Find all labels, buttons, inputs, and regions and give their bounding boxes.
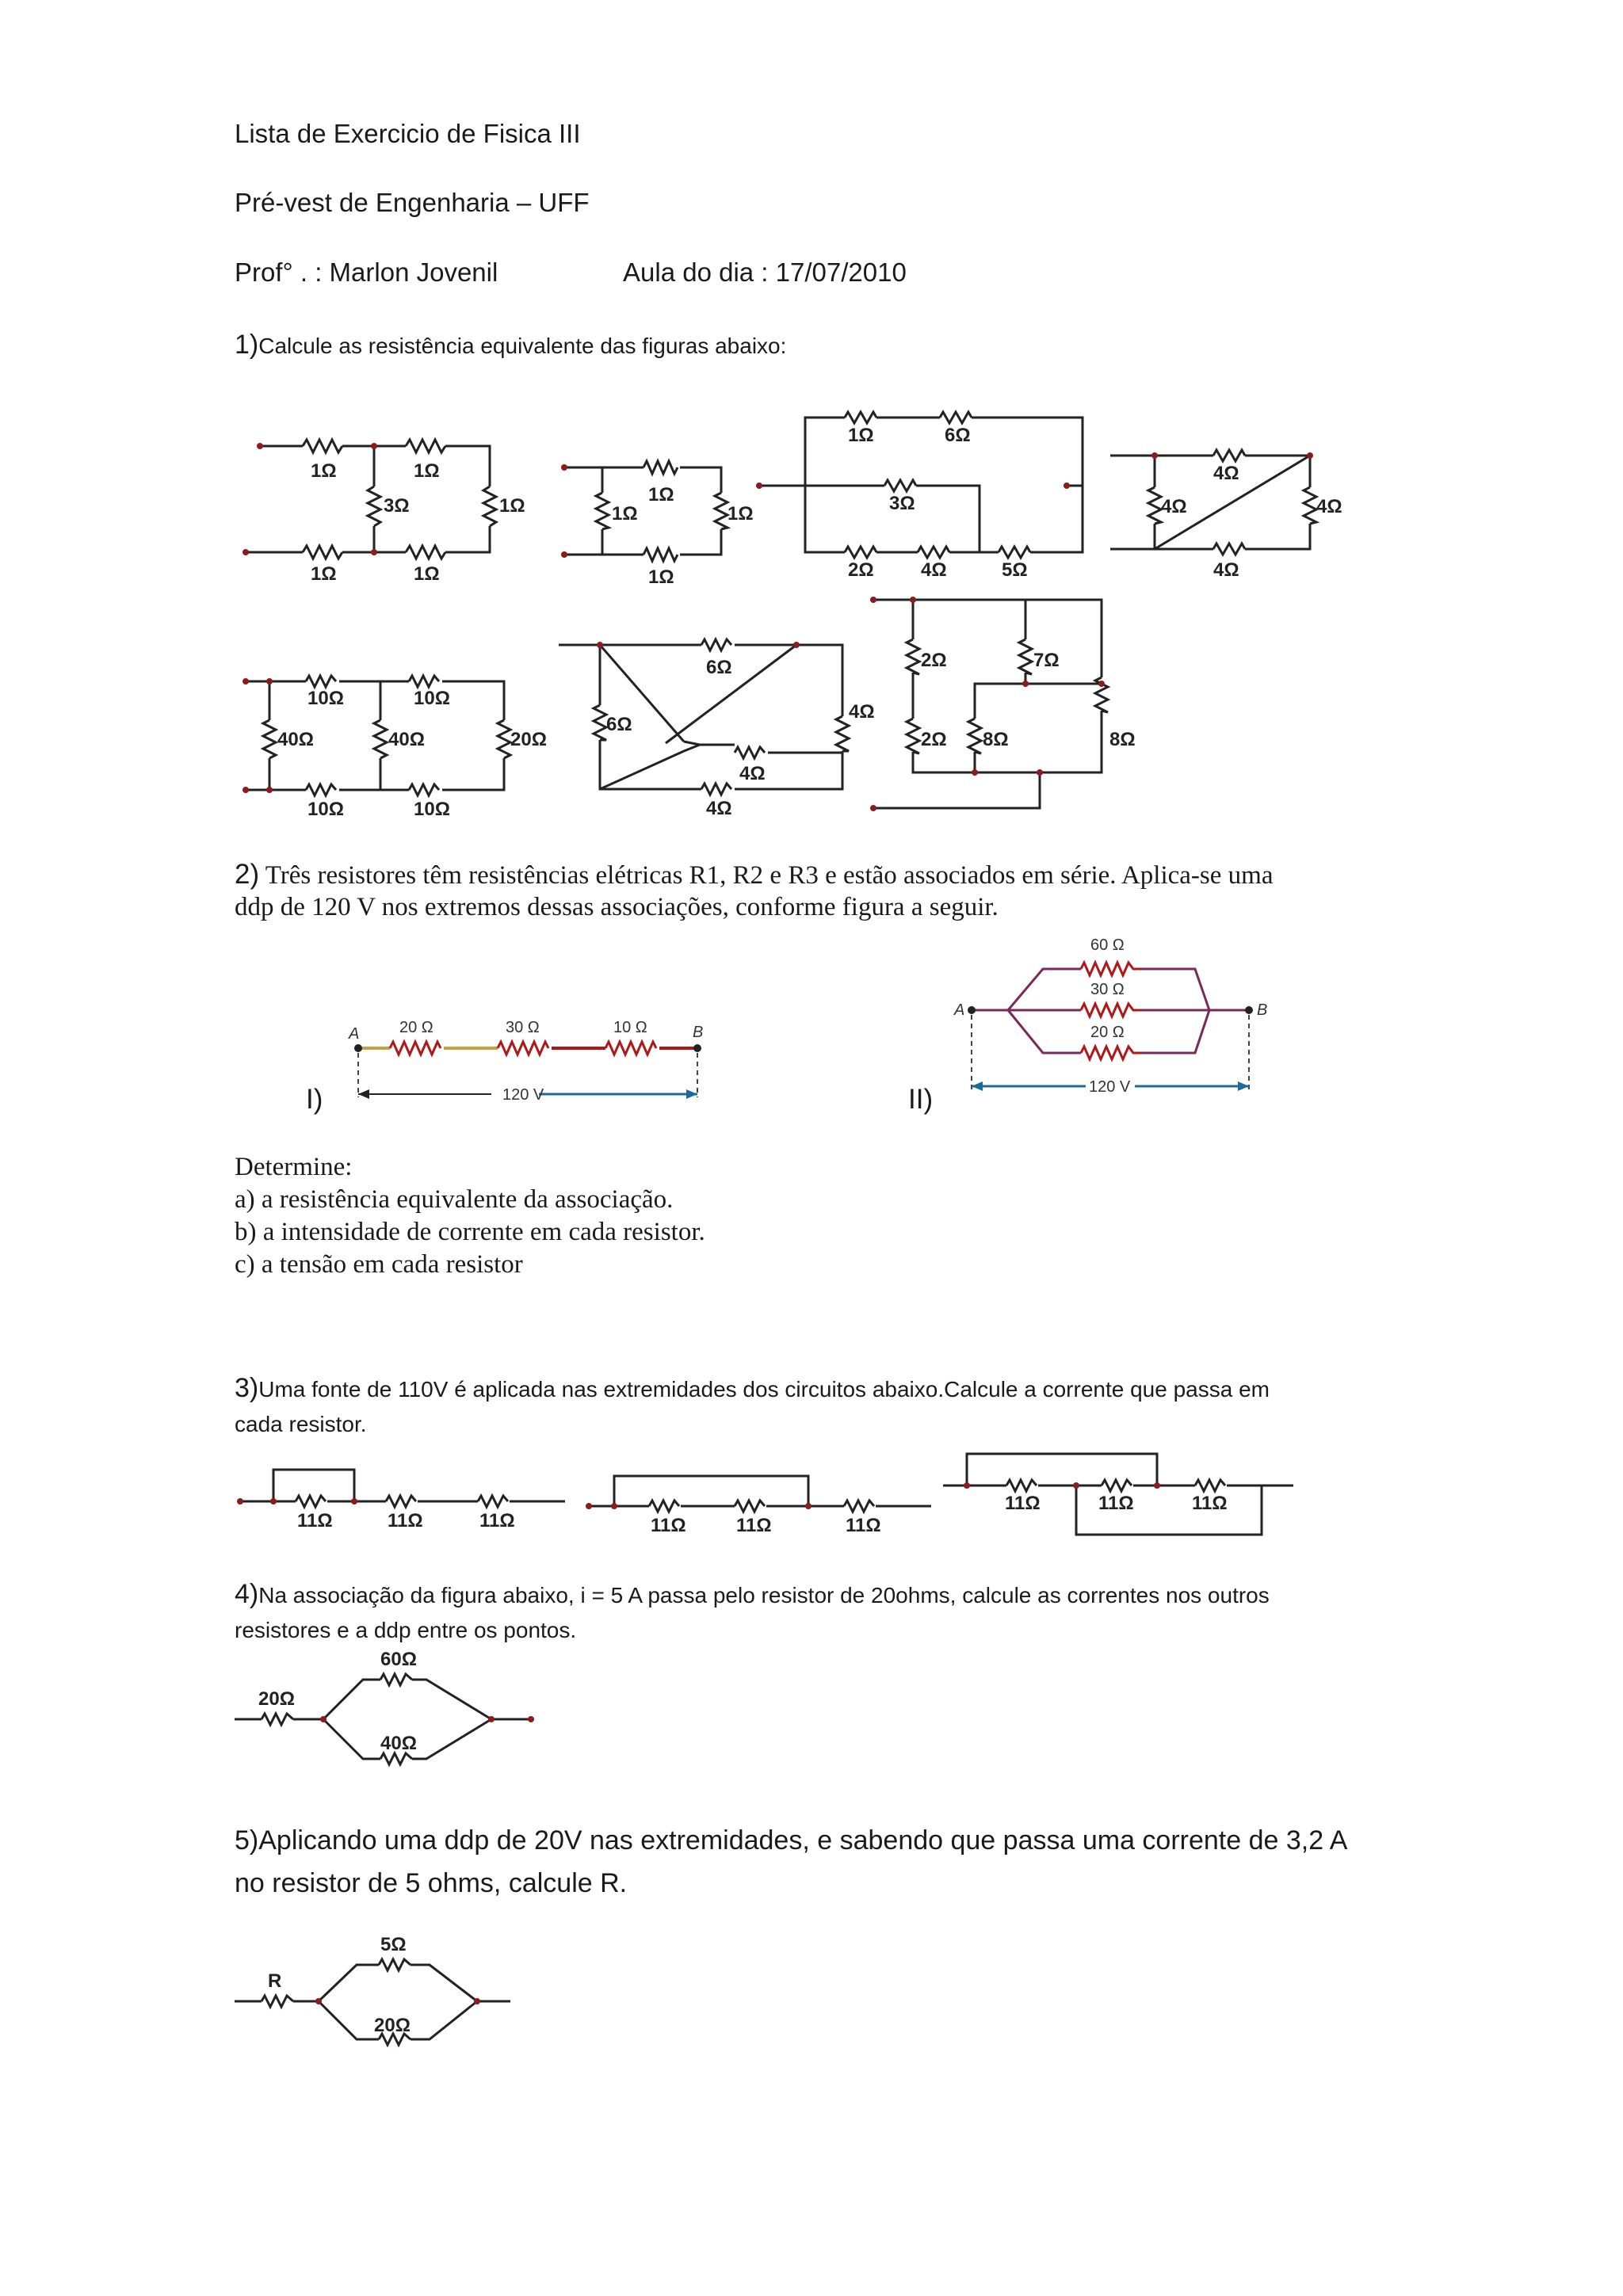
header-date: Aula do dia : 17/07/2010 bbox=[623, 257, 907, 287]
q1-text: Calcule as resistência equivalente das figuras abaixo: bbox=[258, 334, 787, 358]
f1-r3-label: 3Ω bbox=[384, 495, 410, 517]
q1-figure-1 bbox=[238, 428, 555, 586]
q1-number: 1) bbox=[235, 330, 259, 360]
q4-number: 4) bbox=[235, 1579, 259, 1609]
q4-r1-label: 20Ω bbox=[258, 1688, 295, 1710]
q2ii-node-a: A bbox=[954, 1001, 965, 1019]
f6-r1-label: 6Ω bbox=[706, 657, 732, 678]
f5-r6-label: 10Ω bbox=[307, 799, 344, 820]
q3-number: 3) bbox=[235, 1373, 259, 1403]
header-professor: Prof° . : Marlon Jovenil bbox=[235, 257, 498, 287]
q3f2-r2-label: 11Ω bbox=[736, 1515, 772, 1536]
q1-statement bbox=[235, 330, 786, 360]
q4-text-line1: Na associação da figura abaixo, i = 5 A passa pelo resistor de 20ohms, calcule as correntes nos outros bbox=[258, 1583, 1270, 1608]
q3f3-r3-label: 11Ω bbox=[1192, 1493, 1228, 1514]
f7-r2-label: 7Ω bbox=[1033, 650, 1060, 671]
header-title: Lista de Exercicio de Fisica III bbox=[235, 119, 581, 148]
q3f2-r1-label: 11Ω bbox=[651, 1515, 686, 1536]
f6-r2-label: 6Ω bbox=[606, 714, 632, 735]
f5-r2-label: 10Ω bbox=[414, 688, 450, 709]
f7-r3-label: 2Ω bbox=[921, 729, 947, 750]
f2-r2-label: 1Ω bbox=[612, 503, 638, 524]
q2i-voltage-label: 120 V bbox=[502, 1086, 544, 1104]
q3-figure-2 bbox=[582, 1462, 939, 1537]
q5-r-label: R bbox=[268, 1970, 282, 1992]
f6-r5-label: 4Ω bbox=[706, 798, 732, 819]
q2-number: 2) bbox=[235, 859, 260, 890]
q3-figure-3 bbox=[935, 1446, 1308, 1541]
q4-text-line2: resistores e a ddp entre os pontos. bbox=[235, 1618, 577, 1642]
f7-r1-label: 2Ω bbox=[921, 650, 947, 671]
q3-figure-1 bbox=[234, 1462, 575, 1533]
f3-r5-label: 4Ω bbox=[921, 559, 947, 581]
q2-determine: Determine: bbox=[235, 1153, 353, 1181]
q2-figure-i-label: I) bbox=[306, 1084, 323, 1115]
f1-r5-label: 1Ω bbox=[311, 563, 337, 585]
q2-figure-parallel bbox=[943, 931, 1284, 1097]
q2-item-a: a) a resistência equivalente da associação. bbox=[235, 1185, 674, 1214]
q5-text-line2: no resistor de 5 ohms, calcule R. bbox=[235, 1868, 628, 1898]
q3f3-r1-label: 11Ω bbox=[1005, 1493, 1041, 1514]
q2i-node-b: B bbox=[693, 1024, 704, 1041]
q1-figure-2 bbox=[555, 444, 761, 586]
q1-figure-4 bbox=[1106, 440, 1343, 590]
q5-text-line1: Aplicando uma ddp de 20V nas extremidades, e sabendo que passa uma corrente de 3,2 A bbox=[258, 1825, 1348, 1855]
f7-r5-label: 8Ω bbox=[1109, 729, 1136, 750]
q2-item-c: c) a tensão em cada resistor bbox=[235, 1250, 523, 1279]
f3-r6-label: 5Ω bbox=[1002, 559, 1028, 581]
f3-r3-label: 3Ω bbox=[889, 493, 915, 514]
q2-statement-line2: ddp de 120 V nos extremos dessas associações, conforme figura a seguir. bbox=[235, 893, 999, 921]
q2ii-voltage-label: 120 V bbox=[1089, 1078, 1131, 1096]
q3f1-r2-label: 11Ω bbox=[388, 1510, 423, 1531]
q3f1-r1-label: 11Ω bbox=[297, 1510, 333, 1531]
q3f1-r3-label: 11Ω bbox=[479, 1510, 515, 1531]
q3-text-line2: cada resistor. bbox=[235, 1412, 367, 1436]
f5-r3-label: 40Ω bbox=[277, 729, 314, 750]
q2i-r1-label: 20 Ω bbox=[399, 1019, 433, 1036]
q5-r2-label: 5Ω bbox=[380, 1934, 407, 1955]
q2-figure-ii-label: II) bbox=[908, 1084, 934, 1115]
f2-r3-label: 1Ω bbox=[727, 503, 754, 524]
q3f2-r3-label: 11Ω bbox=[846, 1515, 881, 1536]
f5-r1-label: 10Ω bbox=[307, 688, 344, 709]
q2ii-r1-label: 60 Ω bbox=[1090, 936, 1125, 954]
f3-r4-label: 2Ω bbox=[848, 559, 874, 581]
f1-r1-label: 1Ω bbox=[311, 460, 337, 482]
q2-text-line1: Três resistores têm resistências elétricas R1, R2 e R3 e estão associados em série. Aplica-se uma bbox=[259, 861, 1274, 890]
header-course: Pré-vest de Engenharia – UFF bbox=[235, 188, 590, 217]
q4-figure bbox=[230, 1648, 547, 1783]
f1-r6-label: 1Ω bbox=[414, 563, 440, 585]
q5-figure bbox=[230, 1933, 531, 2068]
f6-r3-label: 4Ω bbox=[849, 701, 875, 723]
q2ii-r3-label: 20 Ω bbox=[1090, 1024, 1125, 1041]
q1-figure-7 bbox=[864, 590, 1136, 820]
f5-r4-label: 40Ω bbox=[388, 729, 425, 750]
q1-figure-3 bbox=[753, 400, 1109, 590]
q3-text-line1: Uma fonte de 110V é aplicada nas extremidades dos circuitos abaixo.Calcule a corrente que passa em bbox=[258, 1377, 1270, 1402]
f7-r4-label: 8Ω bbox=[983, 729, 1009, 750]
f6-r4-label: 4Ω bbox=[739, 763, 766, 784]
f4-r3-label: 4Ω bbox=[1316, 496, 1342, 517]
f2-r1-label: 1Ω bbox=[648, 484, 674, 505]
q2i-node-a: A bbox=[349, 1025, 360, 1043]
q4-statement-line1 bbox=[235, 1579, 1270, 1610]
q2i-r2-label: 30 Ω bbox=[506, 1019, 540, 1036]
f4-r2-label: 4Ω bbox=[1161, 496, 1187, 517]
f1-r4-label: 1Ω bbox=[499, 495, 525, 517]
q3f3-r2-label: 11Ω bbox=[1098, 1493, 1134, 1514]
q5-number: 5) bbox=[235, 1825, 259, 1855]
q4-r2-label: 60Ω bbox=[380, 1649, 417, 1670]
f3-r1-label: 1Ω bbox=[848, 425, 874, 446]
f2-r4-label: 1Ω bbox=[648, 566, 674, 588]
f4-r4-label: 4Ω bbox=[1213, 559, 1239, 581]
f3-r2-label: 6Ω bbox=[945, 425, 971, 446]
f5-r7-label: 10Ω bbox=[414, 799, 450, 820]
q5-r3-label: 20Ω bbox=[374, 2015, 411, 2036]
q2i-r3-label: 10 Ω bbox=[613, 1019, 647, 1036]
q2-statement-line1 bbox=[235, 859, 1273, 891]
q4-r3-label: 40Ω bbox=[380, 1733, 417, 1754]
q1-figure-6 bbox=[551, 634, 875, 824]
q2ii-r2-label: 30 Ω bbox=[1090, 981, 1125, 998]
q1-figure-5 bbox=[238, 669, 555, 828]
q5-statement-line1 bbox=[235, 1825, 1347, 1856]
q2ii-node-b: B bbox=[1257, 1001, 1268, 1019]
f1-r2-label: 1Ω bbox=[414, 460, 440, 482]
q3-statement-line1 bbox=[235, 1373, 1270, 1404]
q2-item-b: b) a intensidade de corrente em cada resistor. bbox=[235, 1218, 705, 1246]
q2-figure-series bbox=[301, 1018, 729, 1113]
f5-r5-label: 20Ω bbox=[510, 729, 547, 750]
f4-r1-label: 4Ω bbox=[1213, 463, 1239, 484]
